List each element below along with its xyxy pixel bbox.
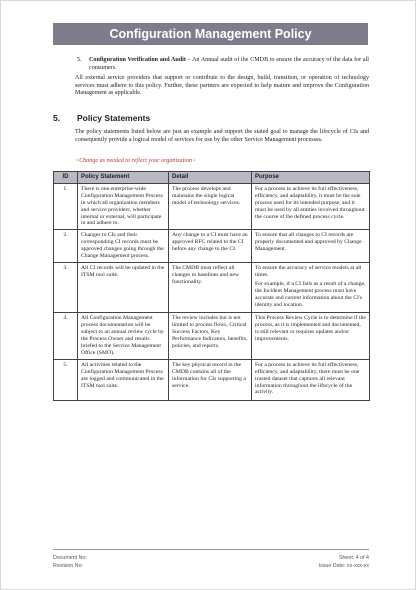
column-header-id: ID xyxy=(54,172,78,184)
footer-left xyxy=(53,554,87,570)
table-row xyxy=(54,313,370,359)
column-header-purpose: Purpose xyxy=(252,172,370,184)
cell-statement: There is one enterprise-wide Configuration Management Process in which all organization members and service providers, whether internal or external, will participate in and adhere to. xyxy=(78,183,169,229)
section-number: 5. xyxy=(53,113,61,123)
cell-statement: All CI records will be updated in the ITSM tool suite. xyxy=(78,262,169,312)
cell-statement: All Configuration Management process documentation will be subject to an annual review cycle by the Process Owner and results briefed to the Service Management Office (SMO). xyxy=(78,313,169,359)
cell-detail: The process develops and maintains the single logical model of technology services. xyxy=(169,183,252,229)
column-header-statement: Policy Statement xyxy=(78,172,169,184)
list-item-title: Configuration Verification and Audit xyxy=(89,57,186,63)
cell-detail: The key physical record in the CMDB contains all of the information for CIs supporting a service. xyxy=(169,359,252,401)
section-title: Policy Statements xyxy=(77,113,151,123)
cell-detail: The review includes but is not limited to process flows, Critical Success Factors, Key Performance Indicators, benefits, policies, and reports. xyxy=(169,313,252,359)
table-row xyxy=(54,183,370,229)
list-item-verification-audit xyxy=(77,57,369,72)
cell-purpose xyxy=(252,359,370,401)
cell-purpose xyxy=(252,262,370,312)
sheet-number: Sheet: 4 of 4 xyxy=(338,555,369,561)
page-footer xyxy=(53,549,369,569)
revision-number: Revision No: xyxy=(53,563,84,569)
cell-statement: All activities related to the Configuration Management Process are logged and communicated in the ITSM tool suite. xyxy=(78,359,169,401)
table-row xyxy=(54,359,370,401)
section-heading xyxy=(53,113,151,123)
cell-id: 2. xyxy=(54,230,78,263)
cell-id: 3. xyxy=(54,262,78,312)
cell-id: 5. xyxy=(54,359,78,401)
column-header-detail: Detail xyxy=(169,172,252,184)
customization-note: <Change as needed to reflect your organization> xyxy=(75,158,197,164)
cell-purpose xyxy=(252,230,370,263)
document-number: Document No: xyxy=(53,555,87,561)
intro-paragraph: All external service providers that support or contribute to the design, build, transition, or operation of technology services must adhere to this policy. Further, these partners are expected to help mature and improve the Configuration Management as applicable. xyxy=(75,75,369,97)
purpose-text: To ensure that all changes to CI records are properly documented and approved by Change Management. xyxy=(255,232,362,253)
list-item-number: 5. xyxy=(77,57,82,63)
footer-right xyxy=(319,554,369,570)
purpose-text: For a process to achieve its full effectiveness, efficiency, and adaptability, there must be one trusted dataset that captures all relevant information throughout the lifecycle of the activity. xyxy=(255,361,360,396)
table-header-row xyxy=(54,172,370,184)
page-title: Configuration Management Policy xyxy=(53,23,368,45)
cell-purpose xyxy=(252,313,370,359)
purpose-text: For a process to achieve its full effectiveness, efficiency, and adaptability, it must be the sole process used for its intended purpose, and it must be used by all entities involved throughout the course of the defined process cycle. xyxy=(255,185,365,220)
cell-statement: Changes to CIs and their corresponding CI records must be approved changes going through the Change Management process. xyxy=(78,230,169,263)
purpose-text: This Process Review Cycle is to determine if the process, as it is implemented and documented, is still relevant or requires updates and/or improvements. xyxy=(255,315,366,343)
table-row xyxy=(54,262,370,312)
list-item-text: – An Annual audit of the CMDB to ensure the accuracy of the data for all consumers. xyxy=(89,57,369,71)
purpose-text: To ensure the accuracy of service models at all times. xyxy=(255,264,362,278)
table-row xyxy=(54,230,370,263)
cell-id: 1. xyxy=(54,183,78,229)
policy-intro-paragraph: The policy statements listed below are just an example and support the stated goal to manage the lifecycle of CIs and consequently provide a logical model of services for use by the other Service Management processes. xyxy=(75,129,369,143)
cell-detail: Any change to a CI must have an approved RFC related to the CI before any change to the CI. xyxy=(169,230,252,263)
policy-table xyxy=(53,171,370,401)
cell-purpose xyxy=(252,183,370,229)
cell-detail: The CMDB must reflect all changes to baselines and new functionality. xyxy=(169,262,252,312)
purpose-text: For example, if a CI fails as a result of a change, the Incident Management process must have accurate and current information about the CI's identity and location. xyxy=(255,280,366,308)
cell-id: 4. xyxy=(54,313,78,359)
issue-date: Issue Date: xx-xxx-xx xyxy=(318,563,369,569)
